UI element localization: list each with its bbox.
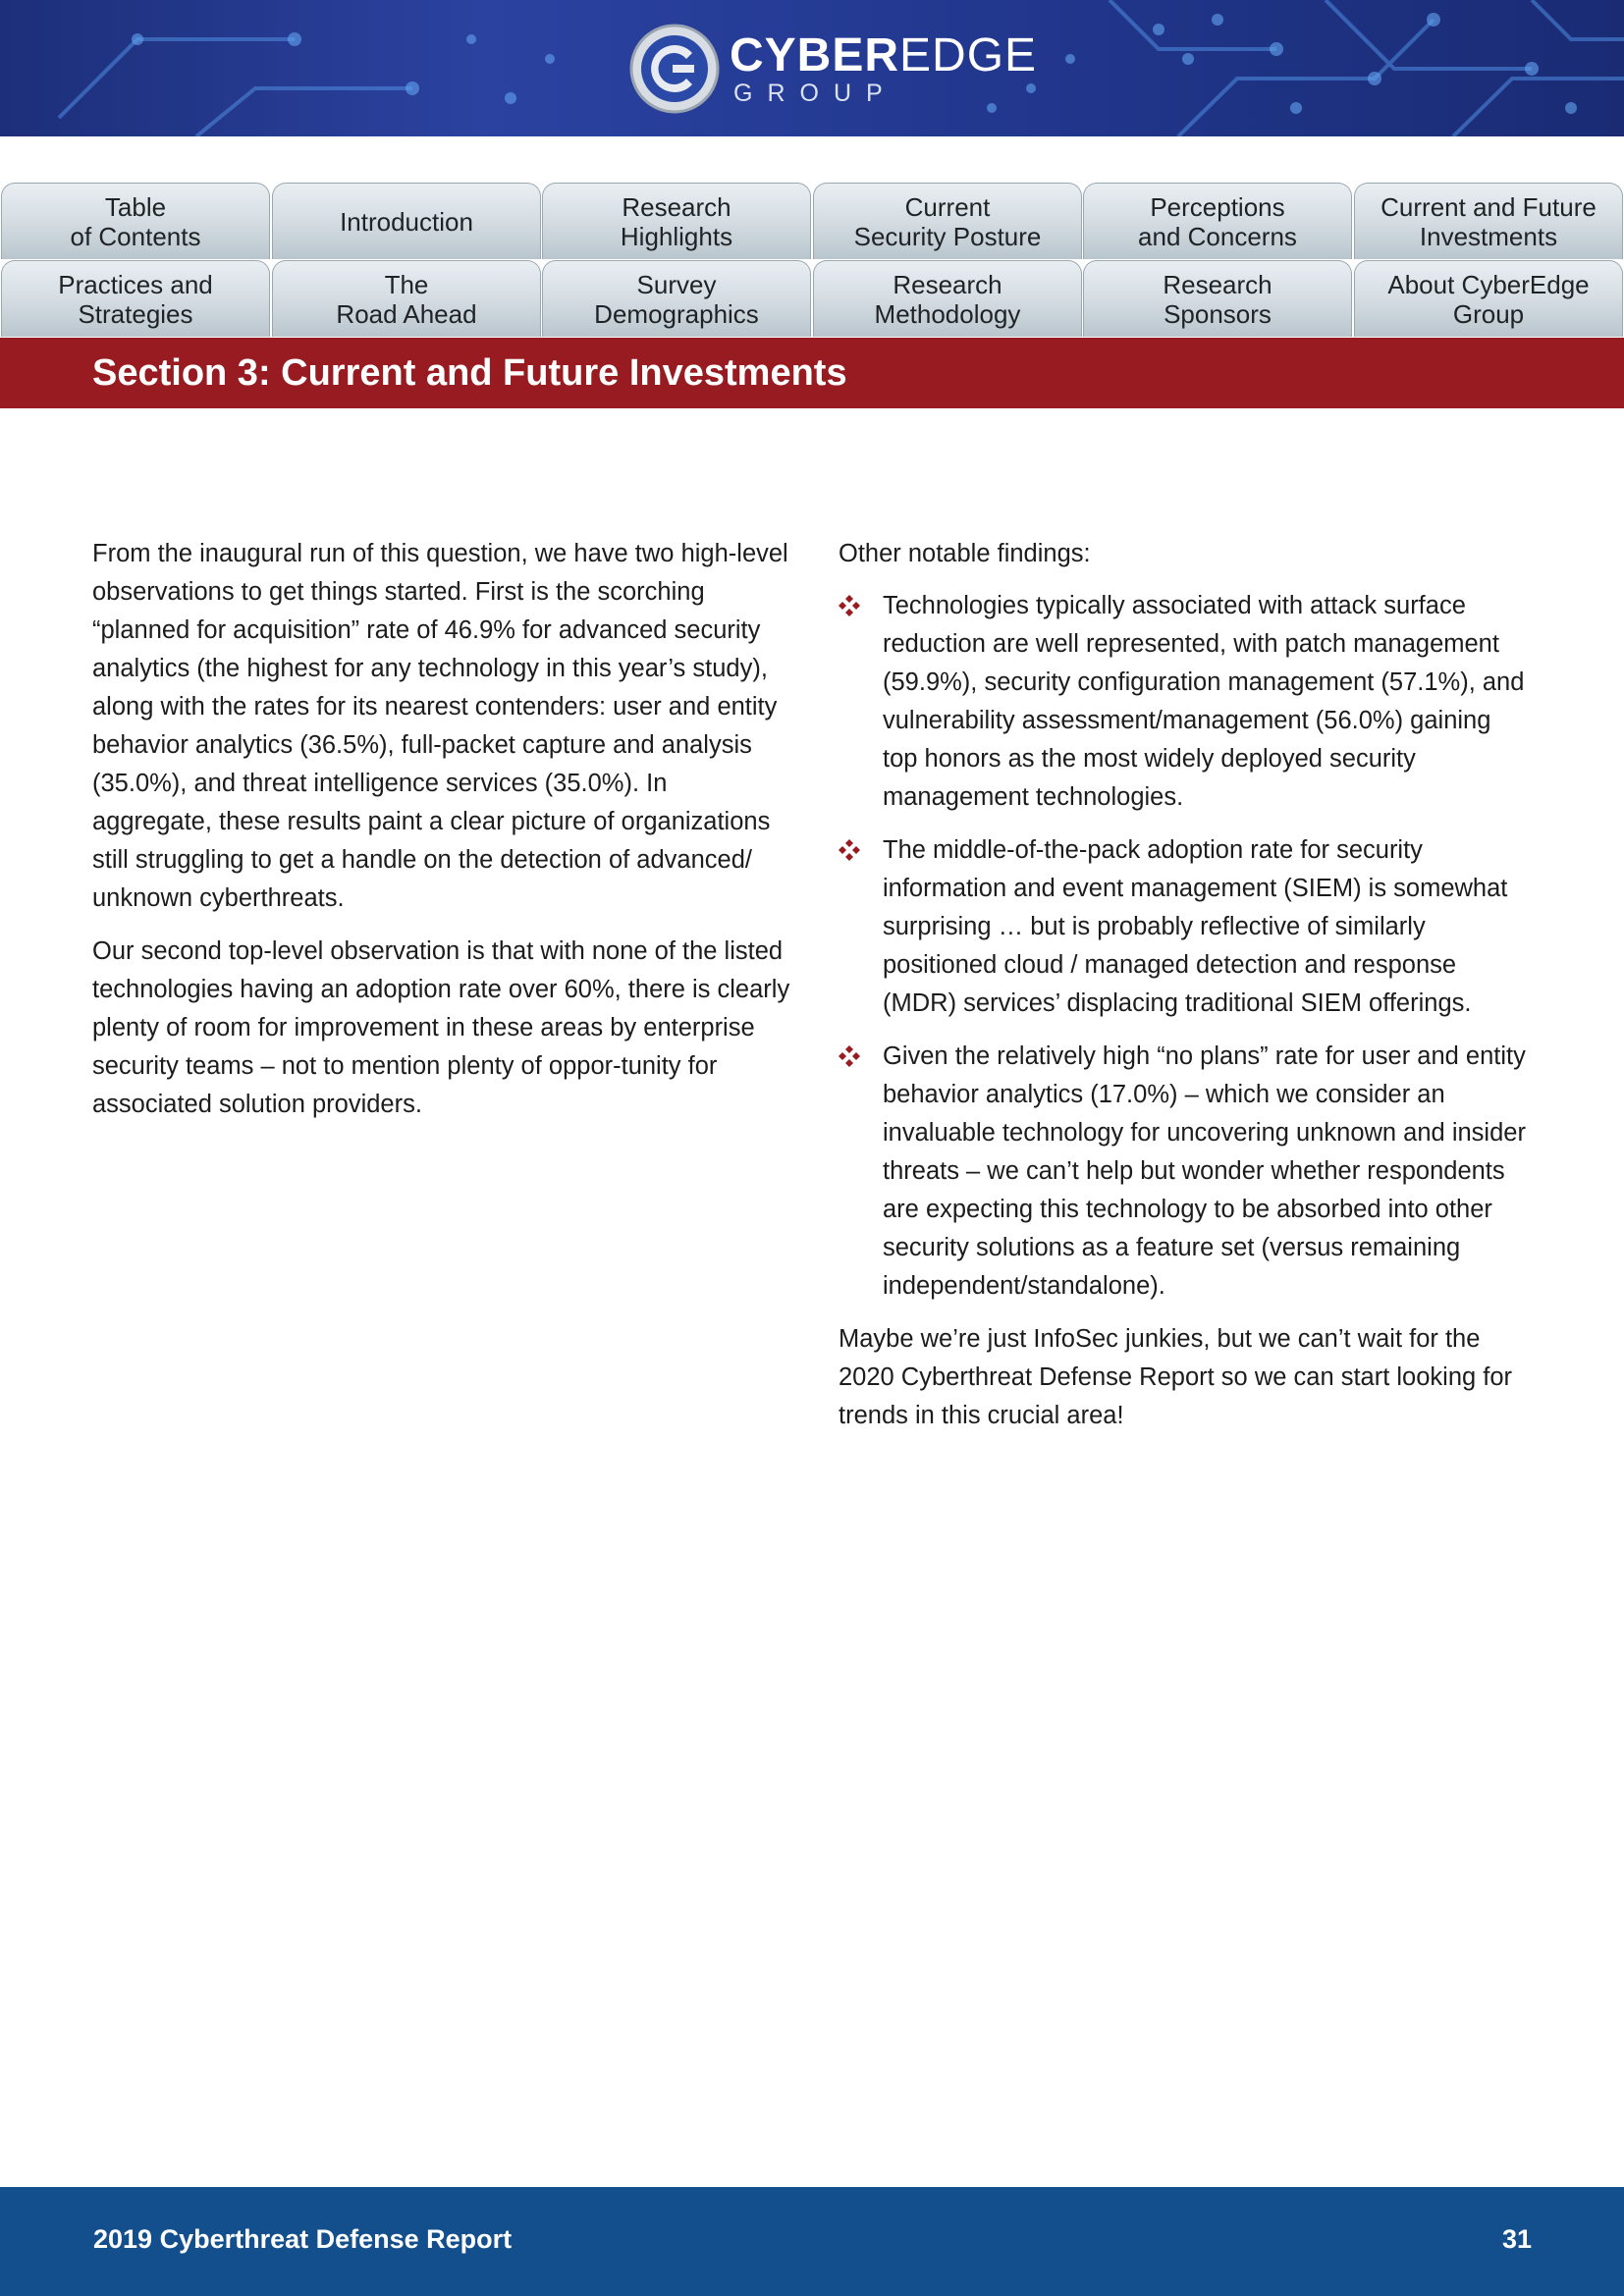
diamond-bullet-icon: [839, 839, 860, 861]
tab-the-road-ahead[interactable]: The Road Ahead: [272, 260, 541, 337]
right-column: [839, 535, 1526, 1450]
logo-subtitle: GROUP: [733, 79, 897, 107]
tab-table-of-contents[interactable]: Table of Contents: [1, 183, 270, 259]
logo-word-bold: CYBER: [730, 28, 900, 81]
paragraph-observation-1: From the inaugural run of this question, we have two high-level observations to get things started. First is the scorching “planned for acquisition” rate of 46.9% for advanced security analytics (the highest for any technology in this year’s study), along with the rates for its nearest contenders: user and entity behavior analytics (36.5%), full-packet capture and analysis (35.0%), and threat intelligence services (35.0%). In aggregate, these results paint a clear picture of organizations still struggling to get a handle on the detection of advanced/ unknown cyberthreats.: [92, 540, 788, 912]
tab-current-and-future-investments[interactable]: Current and Future Investments: [1354, 183, 1623, 259]
navigation-tabs: [0, 183, 1624, 338]
tab-about-cyberedge-group[interactable]: About CyberEdge Group: [1354, 260, 1623, 337]
tab-perceptions-and-concerns[interactable]: Perceptions and Concerns: [1083, 183, 1352, 259]
tab-current-security-posture[interactable]: Current Security Posture: [813, 183, 1082, 259]
tab-research-methodology[interactable]: Research Methodology: [813, 260, 1082, 337]
cyberedge-logo: [629, 20, 1037, 118]
tab-survey-demographics[interactable]: Survey Demographics: [542, 260, 811, 337]
logo-word-light: EDGE: [899, 28, 1038, 81]
diamond-bullet-icon: [839, 1045, 860, 1067]
header-banner: [0, 0, 1624, 136]
finding-text: Given the relatively high “no plans” rate for user and entity behavior analytics (17.0%) – which we consider an invaluable technology for uncovering unknown and insider threats – we can’t help but wonder whether respondents are expecting this technology to be absorbed into other security solutions as a feature set (versus remaining independent/standalone).: [883, 1042, 1526, 1300]
page-number: 31: [1501, 2224, 1532, 2254]
tab-research-highlights[interactable]: Research Highlights: [542, 183, 811, 259]
footer-report-title: 2019 Cyberthreat Defense Report: [93, 2224, 513, 2254]
section-title-bar: [0, 338, 1624, 408]
tab-practices-and-strategies[interactable]: Practices and Strategies: [1, 260, 270, 337]
diamond-bullet-icon: [839, 595, 860, 616]
closing-paragraph: Maybe we’re just InfoSec junkies, but we can’t wait for the 2020 Cyberthreat Defense Report so we can start looking for trends in this crucial area!: [839, 1325, 1513, 1429]
finding-text: Technologies typically associated with attack surface reduction are well represented, with patch management (59.9%), security configuration management (57.1%), and vulnerability assessment/management (56.0%) gaining top honors as the most widely deployed security management technologies.: [883, 592, 1525, 811]
tab-introduction[interactable]: Introduction: [272, 183, 541, 259]
list-item: [839, 1038, 1526, 1306]
page-footer: [0, 2187, 1624, 2296]
tab-research-sponsors[interactable]: Research Sponsors: [1083, 260, 1352, 337]
findings-intro: Other notable findings:: [839, 540, 1091, 567]
paragraph-observation-2: Our second top-level observation is that with none of the listed technologies having an adoption rate over 60%, there is clearly plenty of room for improvement in these areas by enterprise security teams – not to mention plenty of oppor-tunity for associated solution providers.: [92, 937, 790, 1118]
left-column: [92, 535, 791, 1139]
finding-text: The middle-of-the-pack adoption rate for security information and event management (SIEM) is somewhat surprising … but is probably reflective of similarly positioned cloud / managed detection and response (MDR) services’ displacing traditional SIEM offerings.: [883, 836, 1508, 1017]
list-item: [839, 587, 1526, 817]
cyberedge-logo-icon: [629, 24, 720, 114]
section-title: Section 3: Current and Future Investments: [92, 351, 847, 394]
list-item: [839, 831, 1526, 1023]
findings-list: [839, 587, 1526, 1306]
